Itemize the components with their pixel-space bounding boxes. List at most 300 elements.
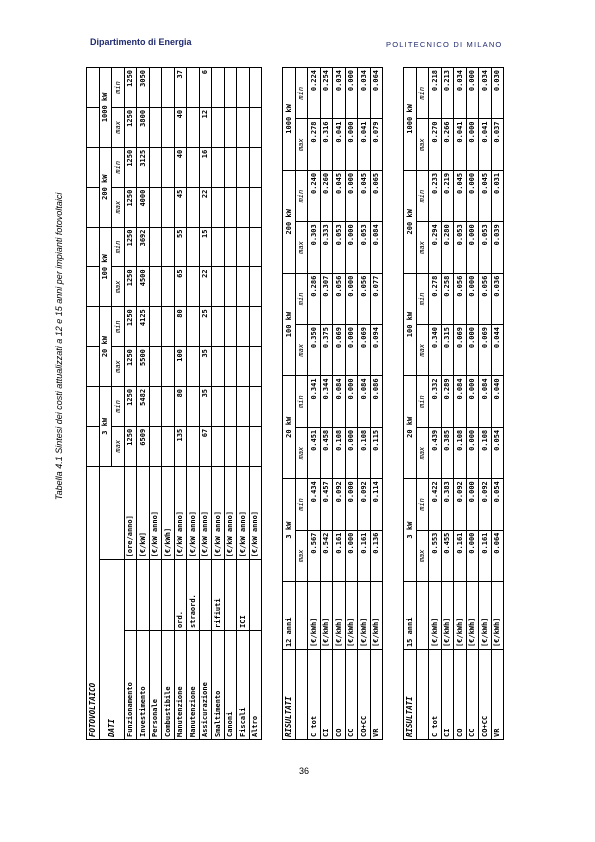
value-cell [249,267,262,307]
value-cell: 0.218 [429,68,442,120]
power-header: 1000 kW [99,68,112,148]
value-cell: 25 [199,307,212,347]
row-unit: [€/kWh] [162,466,175,560]
table-row [149,68,162,740]
value-cell [187,386,200,426]
value-cell: 0.108 [454,427,467,478]
value-cell: 135 [174,426,187,466]
value-cell: 0.053 [454,222,467,273]
value-cell: 0.056 [454,273,467,324]
value-cell: 0.439 [429,427,442,478]
max-header: max [416,530,429,581]
value-cell: 0.000 [466,170,479,221]
value-cell [162,68,175,108]
value-cell: 0.000 [345,273,358,324]
row-unit: [€/kWh] [479,582,492,650]
row-unit: [€/kW anno] [237,466,250,560]
table-row [212,68,225,740]
value-cell [237,307,250,347]
results-table-12 [282,67,383,740]
value-cell: 0.161 [454,530,467,581]
table-row [491,68,504,740]
row-label: Investimento [137,630,150,739]
value-cell: 0.056 [333,273,346,324]
value-cell [162,147,175,187]
max-header: max [295,427,308,478]
value-cell: 0.054 [491,479,504,530]
power-header-row [99,68,112,740]
value-cell: 0.044 [491,325,504,376]
value-cell [249,147,262,187]
row-label: CO [333,650,346,740]
value-cell: 0.045 [454,170,467,221]
row-unit: [€/kWh] [320,582,333,650]
value-cell: 12 [199,107,212,147]
value-cell [224,68,237,108]
value-cell: 0.069 [454,325,467,376]
row-unit: [€/kW anno] [224,466,237,560]
value-cell [149,187,162,227]
value-cell: 0.219 [441,170,454,221]
value-cell [187,426,200,466]
table-title: FOTOVOLTAICO [87,466,100,739]
row-label: Assicurazione [199,630,212,739]
table-row [162,68,175,740]
value-cell: 0.000 [466,479,479,530]
value-cell [187,347,200,387]
power-header: 20 kW [404,376,417,479]
value-cell: 0.077 [370,273,383,324]
row-unit: [€/kW anno] [249,466,262,560]
empty-cell [87,68,100,108]
university-header: POLITECNICO DI MILANO [386,40,503,49]
value-cell: 40 [174,147,187,187]
result-years: 12 anni [283,582,296,650]
value-cell: 0.039 [491,222,504,273]
row-label: Smaltimento [212,630,225,739]
value-cell [237,426,250,466]
value-cell: 0.031 [491,170,504,221]
value-cell: 6 [199,68,212,108]
row-label: CO+CC [358,650,371,740]
value-cell: 0.108 [358,427,371,478]
value-cell: 22 [199,267,212,307]
row-unit: [ore/anno] [124,466,137,560]
value-cell [249,307,262,347]
value-cell [187,227,200,267]
value-cell: 0.434 [308,479,321,530]
row-label: VR [491,650,504,740]
table-row [466,68,479,740]
value-cell [224,147,237,187]
value-cell [149,227,162,267]
value-cell: 0.000 [466,273,479,324]
min-header: min [295,170,308,221]
table-row [454,68,467,740]
empty-cell [87,107,100,147]
value-cell: 0.289 [441,376,454,427]
min-header: min [112,307,125,347]
value-cell: 0.161 [358,530,371,581]
page-number: 36 [299,766,310,776]
value-cell: 0.458 [320,427,333,478]
value-cell [212,107,225,147]
value-cell: 0.056 [358,273,371,324]
value-cell [249,187,262,227]
empty-cell [99,466,124,560]
empty-cell [87,147,100,187]
value-cell [162,187,175,227]
row-label: CI [320,650,333,740]
value-cell: 0.053 [479,222,492,273]
max-header: max [112,267,125,307]
department-header: Dipartimento di Energia [90,37,192,47]
value-cell: 0.108 [479,427,492,478]
table-row [174,68,187,740]
result-header-row [404,68,417,740]
value-cell [237,147,250,187]
power-header: 1000 kW [404,68,417,171]
value-cell: 1250 [124,386,137,426]
value-cell [187,68,200,108]
value-cell: 4000 [137,187,150,227]
value-cell: 0.000 [345,222,358,273]
row-sublabel: straord. [187,560,200,631]
value-cell [249,107,262,147]
value-cell: 0.333 [320,222,333,273]
value-cell [212,426,225,466]
result-title: RISULTATI [283,650,296,740]
min-header: min [112,386,125,426]
row-label: Canoni [224,630,237,739]
value-cell: 0.094 [370,325,383,376]
result-header-row [283,68,296,740]
row-unit: [€/kW anno] [199,466,212,560]
value-cell [149,347,162,387]
table-row [308,68,321,740]
value-cell: 1250 [124,227,137,267]
value-cell: 0.000 [345,376,358,427]
value-cell [249,426,262,466]
value-cell: 80 [174,307,187,347]
power-header: 100 kW [404,273,417,376]
value-cell: 65 [174,267,187,307]
row-sublabel [162,560,175,631]
value-cell: 0.065 [370,170,383,221]
value-cell [249,386,262,426]
value-cell: 0.045 [333,170,346,221]
row-unit: [€/kWh] [441,582,454,650]
value-cell [187,107,200,147]
value-cell: 5482 [137,386,150,426]
value-cell [224,267,237,307]
value-cell: 0.053 [333,222,346,273]
value-cell: 1250 [124,267,137,307]
value-cell [212,347,225,387]
row-unit: [€/kW] [137,466,150,560]
value-cell [249,68,262,108]
value-cell: 0.069 [333,325,346,376]
min-header: min [416,376,429,427]
value-cell [237,347,250,387]
value-cell: 0.086 [370,376,383,427]
value-cell: 0.383 [441,479,454,530]
value-cell [237,68,250,108]
max-header: max [416,427,429,478]
value-cell: 0.000 [466,376,479,427]
value-cell [149,426,162,466]
value-cell: 3800 [137,107,150,147]
value-cell: 0.270 [429,119,442,170]
value-cell [162,426,175,466]
value-cell [224,307,237,347]
value-cell: 0.000 [345,170,358,221]
row-label: Fiscali [237,630,250,739]
value-cell: 0.213 [441,68,454,120]
min-header: min [112,68,125,108]
value-cell: 0.045 [479,170,492,221]
value-cell: 1250 [124,68,137,108]
value-cell: 0.041 [358,119,371,170]
value-cell [149,267,162,307]
max-header: max [295,119,308,170]
value-cell [162,307,175,347]
value-cell: 0.034 [454,68,467,120]
empty-cell [87,347,100,387]
value-cell: 0.000 [466,222,479,273]
value-cell: 0.084 [358,376,371,427]
maxmin-row [416,68,429,740]
value-cell: 0.092 [333,479,346,530]
row-label: Manutenzione [174,630,187,739]
value-cell: 3125 [137,147,150,187]
power-header: 3 kW [99,386,112,466]
value-cell: 0.000 [345,119,358,170]
power-header: 1000 kW [283,68,296,171]
value-cell: 0.278 [308,119,321,170]
value-cell: 0.056 [479,273,492,324]
max-header: max [295,222,308,273]
table-row [333,68,346,740]
empty-cell [295,582,308,650]
row-label: Funzionamento [124,630,137,739]
value-cell: 0.266 [441,119,454,170]
value-cell: 0.000 [345,68,358,120]
row-sublabel [149,560,162,631]
empty-cell [87,426,100,466]
row-unit: [€/kW anno] [174,466,187,560]
min-header: min [416,273,429,324]
power-header: 100 kW [99,227,112,307]
value-cell: 0.045 [358,170,371,221]
value-cell: 0.000 [345,530,358,581]
value-cell: 5500 [137,347,150,387]
power-header: 3 kW [283,479,296,582]
title-row [87,68,100,740]
value-cell: 0.375 [320,325,333,376]
row-label: Altro [249,630,262,739]
value-cell: 0.092 [454,479,467,530]
maxmin-row [295,68,308,740]
value-cell: 0.340 [429,325,442,376]
value-cell: 0.457 [320,479,333,530]
empty-cell [87,227,100,267]
row-sublabel [199,560,212,631]
value-cell [212,187,225,227]
value-cell [212,68,225,108]
value-cell: 0.422 [429,479,442,530]
value-cell: 0.041 [333,119,346,170]
row-unit: [€/kWh] [333,582,346,650]
value-cell: 0.161 [479,530,492,581]
row-unit: [€/kWh] [358,582,371,650]
value-cell: 0.315 [441,325,454,376]
rotated-tables [86,67,504,740]
value-cell: 0.286 [308,273,321,324]
row-unit: [€/kW anno] [187,466,200,560]
value-cell: 80 [174,386,187,426]
value-cell: 0.344 [320,376,333,427]
table-row [237,68,250,740]
result-years: 15 anni [404,582,417,650]
row-label: CC [345,650,358,740]
value-cell: 37 [174,68,187,108]
value-cell [149,68,162,108]
value-cell: 0.233 [429,170,442,221]
value-cell [149,386,162,426]
value-cell: 0.000 [466,68,479,120]
value-cell: 0.542 [320,530,333,581]
row-sublabel [124,560,137,631]
value-cell: 0.316 [320,119,333,170]
value-cell: 0.455 [441,530,454,581]
value-cell: 0.260 [320,170,333,221]
value-cell: 0.053 [358,222,371,273]
row-sublabel [249,560,262,631]
min-header: min [295,68,308,120]
min-header: min [416,479,429,530]
value-cell [187,307,200,347]
value-cell: 1250 [124,107,137,147]
value-cell [212,386,225,426]
value-cell: 0.034 [479,68,492,120]
table-row [429,68,442,740]
result-title: RISULTATI [404,650,417,740]
row-label: Combustibile [162,630,175,739]
value-cell: 0.041 [479,119,492,170]
row-unit: [€/kW anno] [212,466,225,560]
value-cell [149,107,162,147]
value-cell: 0.115 [370,427,383,478]
value-cell [237,386,250,426]
max-header: max [416,325,429,376]
value-cell: 0.303 [308,222,321,273]
value-cell: 0.000 [345,479,358,530]
table-row [441,68,454,740]
value-cell: 1250 [124,147,137,187]
data-table [86,67,262,740]
row-label: CC [466,650,479,740]
value-cell: 0.341 [308,376,321,427]
value-cell: 40 [174,107,187,147]
row-label: C tot [308,650,321,740]
value-cell [237,187,250,227]
value-cell: 35 [199,386,212,426]
value-cell: 1250 [124,426,137,466]
table-row [249,68,262,740]
value-cell [162,386,175,426]
empty-cell [87,307,100,347]
value-cell: 0.000 [345,325,358,376]
table-row [199,68,212,740]
value-cell: 0.036 [491,273,504,324]
value-cell: 0.254 [320,68,333,120]
value-cell: 0.000 [466,427,479,478]
row-unit: [€/kWh] [466,582,479,650]
row-unit: [€/kWh] [491,582,504,650]
value-cell: 0.000 [345,427,358,478]
value-cell: 0.084 [333,376,346,427]
value-cell [224,386,237,426]
value-cell: 0.258 [441,273,454,324]
table-caption: Tabella 4.1 Sintesi dei costi attualizzati a 12 e 15 anni per impianti fotovoltaici [54,192,64,500]
max-header: max [112,107,125,147]
value-cell: 16 [199,147,212,187]
value-cell: 0.054 [491,427,504,478]
row-label: C tot [429,650,442,740]
row-label: CO [454,650,467,740]
value-cell: 0.084 [370,222,383,273]
value-cell [212,307,225,347]
value-cell: 0.332 [429,376,442,427]
value-cell: 4500 [137,267,150,307]
table-row [124,68,137,740]
value-cell: 0.092 [479,479,492,530]
value-cell: 0.064 [491,530,504,581]
table-row [137,68,150,740]
max-header: max [295,530,308,581]
value-cell: 0.069 [479,325,492,376]
row-sublabel: rifiuti [212,560,225,631]
value-cell [187,187,200,227]
power-header: 200 kW [404,170,417,273]
value-cell: 0.084 [454,376,467,427]
section-title: DATI [99,560,124,740]
row-sublabel [137,560,150,631]
value-cell [187,147,200,187]
power-header: 100 kW [283,273,296,376]
min-header: min [112,227,125,267]
value-cell: 0.041 [454,119,467,170]
value-cell [249,227,262,267]
table-row [479,68,492,740]
value-cell: 55 [174,227,187,267]
min-header: min [295,376,308,427]
value-cell: 0.000 [466,325,479,376]
value-cell: 0.000 [466,119,479,170]
value-cell [212,147,225,187]
empty-cell [87,386,100,426]
min-header: min [295,479,308,530]
value-cell: 45 [174,187,187,227]
max-header: max [112,426,125,466]
table-row [345,68,358,740]
row-unit: [€/kWh] [308,582,321,650]
value-cell [237,267,250,307]
value-cell [149,147,162,187]
value-cell [212,227,225,267]
value-cell [187,267,200,307]
